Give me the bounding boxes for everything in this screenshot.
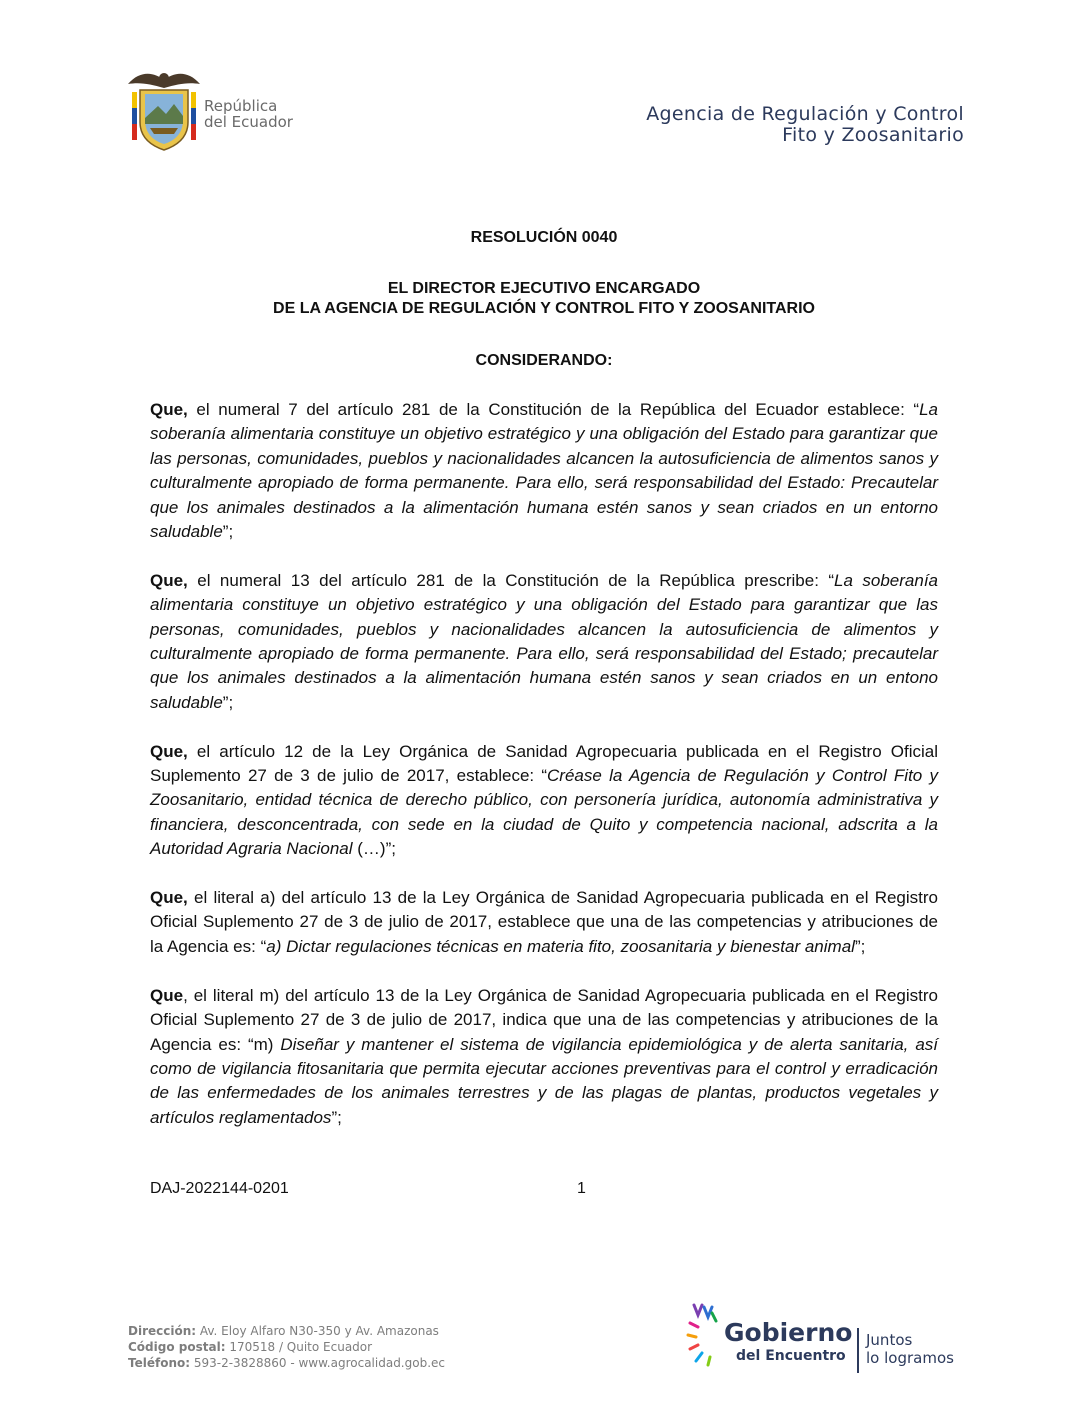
- document-code: DAJ-2022144-0201: [150, 1180, 289, 1197]
- agency-line-2: Fito y Zoosanitario: [782, 124, 964, 146]
- agency-name: [646, 104, 964, 146]
- coat-of-arms-logo: [126, 64, 202, 154]
- paragraph-end: (…)”;: [352, 839, 396, 859]
- paragraph-text: el numeral 13 del artículo 281 de la Constitución de la República prescribe: “: [187, 570, 835, 590]
- paragraph-end: ”;: [222, 692, 234, 712]
- considerando-paragraph: [150, 984, 938, 1130]
- agency-line-1: Agencia de Regulación y Control: [646, 103, 964, 125]
- paragraph-quote: La soberanía alimentaria constituye un objetivo estratégico y una obligación del Estado para garantizar que las personas, comunidades, pueblos y nacionalidades alcancen la autosuficiencia de alimentos sanos y culturalmente apropiado de forma permanente. Para ello, será responsabilidad del Estado: Precautelar que los animales destinados a la alimentación humana estén sanos y sean criados en un entorno saludable: [150, 400, 938, 542]
- paragraph-end: ”;: [331, 1107, 342, 1127]
- considerando-paragraph: [150, 740, 938, 862]
- paragraph-quote: Diseñar y mantener el sistema de vigilancia epidemiológica y de alerta sanitaria, así como de vigilancia fitosanitaria que permita ejecutar acciones preventivas para el control y erradicación de las enfermedades de los animales terrestres y de las plagas de plantas, productos vegetales y artículos reglamentados: [150, 1034, 938, 1127]
- gobierno-name: Gobierno: [724, 1318, 853, 1347]
- republic-label: [204, 98, 293, 130]
- considerando-paragraph: [150, 398, 938, 544]
- document-body: [150, 398, 938, 1155]
- director-line-2: DE LA AGENCIA DE REGULACIÓN Y CONTROL FITO Y ZOOSANITARIO: [273, 300, 815, 317]
- paragraph-end: ”;: [222, 522, 234, 542]
- paragraph-lead: Que,: [150, 400, 188, 419]
- paragraph-text: el literal a) del artículo 13 de la Ley Orgánica de Sanidad Agropecuaria publicada en el Registro Oficial Suplemento 27 de 3 de julio de 2017, establece que una de las competencias y atribuciones de la Agencia es: “: [150, 888, 938, 956]
- paragraph-lead: Que: [150, 985, 184, 1005]
- paragraph-text: , el literal m) del artículo 13 de la Ley Orgánica de Sanidad Agropecuaria publicada en el Registro Oficial Suplemento 27 de 3 de julio de 2017, indica que una de las competencias y atribuciones de la Agencia es: “m): [150, 985, 938, 1054]
- paragraph-lead: Que,: [150, 570, 188, 590]
- paragraph-quote: Créase la Agencia de Regulación y Control Fito y Zoosanitario, entidad técnica de derecho público, con personería jurídica, autonomía administrativa y financiera, desconcentrada, con sede en la ciudad de Quito y competencia nacional, adscrita a la Autoridad Agraria Nacional: [150, 766, 938, 859]
- phone-value: 593-2-3828860 - www.agrocalidad.gob.ec: [190, 1356, 445, 1370]
- director-line-1: EL DIRECTOR EJECUTIVO ENCARGADO: [387, 280, 701, 297]
- republic-line-1: República: [204, 97, 278, 115]
- considerando-paragraph: [150, 569, 938, 715]
- paragraph-quote: a) Dictar regulaciones técnicas en materia fito, zoosanitaria y bienestar animal: [266, 936, 855, 956]
- postal-value: 170518 / Quito Ecuador: [225, 1340, 373, 1354]
- gobierno-logo-icon: [686, 1303, 722, 1373]
- republic-line-2: del Ecuador: [204, 113, 293, 131]
- paragraph-text: el artículo 12 de la Ley Orgánica de Sanidad Agropecuaria publicada en el Registro Oficial Suplemento 27 de 3 de julio de 2017, establece: “: [150, 741, 938, 786]
- postal-label: Código postal:: [128, 1340, 226, 1354]
- address-label: Dirección:: [128, 1324, 197, 1338]
- page-number: 1: [577, 1180, 586, 1197]
- gobierno-subtitle: del Encuentro: [736, 1348, 846, 1364]
- postal-line: [128, 1339, 445, 1355]
- considerando-paragraph: [150, 886, 938, 959]
- slogan: [866, 1331, 954, 1367]
- phone-line: [128, 1355, 445, 1371]
- director-heading: [150, 279, 938, 319]
- phone-label: Teléfono:: [128, 1356, 191, 1370]
- paragraph-lead: Que,: [150, 741, 188, 761]
- paragraph-lead: Que,: [150, 888, 188, 908]
- paragraph-end: ”;: [854, 936, 866, 956]
- address-value: Av. Eloy Alfaro N30-350 y Av. Amazonas: [196, 1324, 439, 1338]
- considerando-heading: CONSIDERANDO:: [475, 352, 613, 369]
- slogan-line-1: Juntos: [866, 1331, 913, 1349]
- paragraph-text: el numeral 7 del artículo 281 de la Constitución de la República del Ecuador establece: “: [187, 400, 920, 419]
- footer-address: [128, 1323, 445, 1371]
- resolution-title: RESOLUCIÓN 0040: [470, 229, 618, 246]
- address-line: [128, 1323, 445, 1339]
- slogan-line-2: lo logramos: [866, 1349, 954, 1367]
- page-header: [0, 0, 1088, 170]
- paragraph-quote: La soberanía alimentaria constituye un objetivo estratégico y una obligación del Estado para garantizar que las personas, comunidades, pueblos y nacionalidades alcancen la autosuficiencia de alimentos y culturalmente apropiado de forma permanente. Para ello, será responsabilidad del Estado; precautelar que los animales destinados a la alimentación humana estén sanos y sean criados en un entono saludable: [150, 570, 939, 712]
- logo-divider: [857, 1328, 859, 1373]
